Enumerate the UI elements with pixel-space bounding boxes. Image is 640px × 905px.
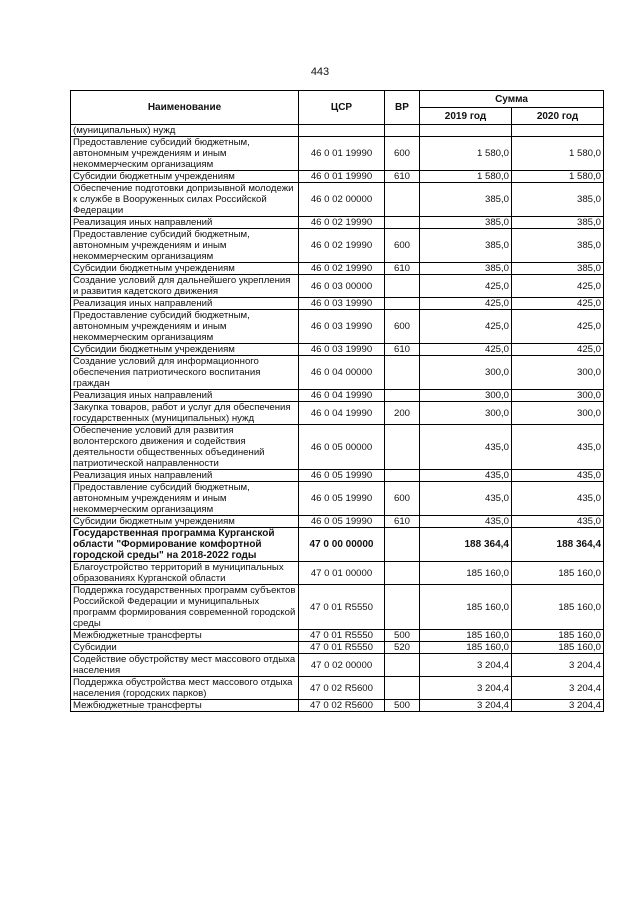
row-vr [385, 654, 420, 677]
row-csr [299, 125, 385, 137]
row-amount-2020: 435,0 [512, 482, 604, 516]
row-amount-2019: 385,0 [420, 229, 512, 263]
row-csr: 46 0 05 19990 [299, 470, 385, 482]
table-row [71, 310, 604, 344]
row-amount-2020: 385,0 [512, 217, 604, 229]
row-amount-2020: 185 160,0 [512, 642, 604, 654]
row-amount-2019: 3 204,4 [420, 677, 512, 700]
row-amount-2019 [420, 125, 512, 137]
row-amount-2020: 188 364,4 [512, 528, 604, 562]
row-vr: 600 [385, 482, 420, 516]
row-amount-2020: 425,0 [512, 275, 604, 298]
row-vr [385, 585, 420, 630]
page-number: 443 [310, 66, 330, 78]
row-csr: 46 0 05 19990 [299, 516, 385, 528]
row-vr: 610 [385, 263, 420, 275]
row-amount-2019: 188 364,4 [420, 528, 512, 562]
row-name: Создание условий для дальнейшего укрепления и развития кадетского движения [71, 275, 299, 298]
column-header-vr: ВР [385, 91, 420, 125]
row-name: Межбюджетные трансферты [71, 700, 299, 712]
row-amount-2019: 385,0 [420, 183, 512, 217]
row-amount-2020: 435,0 [512, 516, 604, 528]
row-amount-2019: 425,0 [420, 298, 512, 310]
row-amount-2019: 300,0 [420, 402, 512, 425]
row-name: Предоставление субсидий бюджетным, автономным учреждениям и иным некоммерческим организациям [71, 482, 299, 516]
row-amount-2020: 385,0 [512, 263, 604, 275]
row-amount-2020: 3 204,4 [512, 677, 604, 700]
row-amount-2020: 385,0 [512, 229, 604, 263]
row-csr: 46 0 03 19990 [299, 344, 385, 356]
row-name: Предоставление субсидий бюджетным, автономным учреждениям и иным некоммерческим организациям [71, 137, 299, 171]
row-csr: 46 0 05 00000 [299, 425, 385, 470]
table-row [71, 229, 604, 263]
row-name: Благоустройство территорий в муниципальных образованиях Курганской области [71, 562, 299, 585]
row-name: Реализация иных направлений [71, 217, 299, 229]
row-csr: 46 0 02 19990 [299, 217, 385, 229]
row-vr [385, 183, 420, 217]
row-csr: 47 0 01 R5550 [299, 630, 385, 642]
row-csr: 46 0 02 00000 [299, 183, 385, 217]
table-row [71, 171, 604, 183]
row-name: Субсидии бюджетным учреждениям [71, 263, 299, 275]
row-amount-2020: 1 580,0 [512, 137, 604, 171]
column-header-2020: 2020 год [512, 108, 604, 125]
row-amount-2019: 3 204,4 [420, 700, 512, 712]
row-csr: 47 0 01 00000 [299, 562, 385, 585]
row-amount-2020: 185 160,0 [512, 585, 604, 630]
table-row [71, 217, 604, 229]
row-csr: 47 0 01 R5550 [299, 642, 385, 654]
row-amount-2019: 425,0 [420, 344, 512, 356]
row-vr [385, 677, 420, 700]
row-amount-2019: 385,0 [420, 263, 512, 275]
row-amount-2020: 425,0 [512, 344, 604, 356]
row-vr: 600 [385, 137, 420, 171]
row-vr: 600 [385, 229, 420, 263]
row-name: Обеспечение условий для развития волонтерского движения и содействия деятельности общественных объединений патриотической направленности [71, 425, 299, 470]
table-row [71, 482, 604, 516]
row-name: Поддержка государственных программ субъектов Российской Федерации и муниципальных программ формирования современной городской среды [71, 585, 299, 630]
row-name: Реализация иных направлений [71, 470, 299, 482]
table-row [71, 425, 604, 470]
row-amount-2020: 425,0 [512, 310, 604, 344]
row-vr [385, 217, 420, 229]
table-row [71, 528, 604, 562]
row-amount-2020: 3 204,4 [512, 700, 604, 712]
row-csr: 46 0 02 19990 [299, 229, 385, 263]
row-name: Закупка товаров, работ и услуг для обеспечения государственных (муниципальных) нужд [71, 402, 299, 425]
row-csr: 47 0 01 R5550 [299, 585, 385, 630]
row-amount-2019: 185 160,0 [420, 585, 512, 630]
row-amount-2019: 425,0 [420, 275, 512, 298]
row-name: Реализация иных направлений [71, 390, 299, 402]
row-name: Предоставление субсидий бюджетным, автономным учреждениям и иным некоммерческим организациям [71, 310, 299, 344]
table-row [71, 677, 604, 700]
row-csr: 46 0 01 19990 [299, 171, 385, 183]
row-amount-2019: 185 160,0 [420, 642, 512, 654]
row-vr: 610 [385, 344, 420, 356]
row-amount-2019: 435,0 [420, 482, 512, 516]
row-name: Поддержка обустройства мест массового отдыха населения (городских парков) [71, 677, 299, 700]
row-amount-2019: 435,0 [420, 425, 512, 470]
row-amount-2020: 435,0 [512, 470, 604, 482]
row-amount-2020: 3 204,4 [512, 654, 604, 677]
row-csr: 46 0 03 00000 [299, 275, 385, 298]
row-csr: 46 0 04 19990 [299, 402, 385, 425]
table-row [71, 470, 604, 482]
column-header-csr: ЦСР [299, 91, 385, 125]
row-amount-2019: 185 160,0 [420, 630, 512, 642]
row-amount-2020: 185 160,0 [512, 562, 604, 585]
row-vr: 500 [385, 630, 420, 642]
row-name: Государственная программа Курганской области "Формирование комфортной городской среды" на 2018-2022 годы [71, 528, 299, 562]
row-csr: 46 0 04 19990 [299, 390, 385, 402]
row-name: Субсидии бюджетным учреждениям [71, 344, 299, 356]
table-row [71, 263, 604, 275]
table-row [71, 183, 604, 217]
table-row [71, 125, 604, 137]
row-name: Межбюджетные трансферты [71, 630, 299, 642]
row-amount-2019: 1 580,0 [420, 137, 512, 171]
column-header-2019: 2019 год [420, 108, 512, 125]
row-name: Содействие обустройству мест массового отдыха населения [71, 654, 299, 677]
row-amount-2019: 435,0 [420, 470, 512, 482]
row-amount-2019: 300,0 [420, 390, 512, 402]
row-csr: 47 0 02 00000 [299, 654, 385, 677]
row-name: (муниципальных) нужд [71, 125, 299, 137]
row-amount-2020 [512, 125, 604, 137]
row-name: Создание условий для информационного обеспечения патриотического воспитания граждан [71, 356, 299, 390]
row-amount-2019: 3 204,4 [420, 654, 512, 677]
row-amount-2020: 300,0 [512, 356, 604, 390]
row-vr [385, 356, 420, 390]
row-vr [385, 470, 420, 482]
row-amount-2019: 300,0 [420, 356, 512, 390]
row-amount-2019: 1 580,0 [420, 171, 512, 183]
row-csr: 46 0 03 19990 [299, 298, 385, 310]
table-row [71, 137, 604, 171]
table-row [71, 344, 604, 356]
row-name: Реализация иных направлений [71, 298, 299, 310]
row-name: Обеспечение подготовки допризывной молодежи к службе в Вооруженных силах Российской Федерации [71, 183, 299, 217]
row-csr: 46 0 01 19990 [299, 137, 385, 171]
row-vr: 520 [385, 642, 420, 654]
row-amount-2020: 185 160,0 [512, 630, 604, 642]
row-amount-2020: 425,0 [512, 298, 604, 310]
table-row [71, 402, 604, 425]
row-csr: 46 0 04 00000 [299, 356, 385, 390]
budget-table [70, 90, 604, 712]
table-row [71, 562, 604, 585]
row-vr: 600 [385, 310, 420, 344]
table-row [71, 630, 604, 642]
row-vr [385, 425, 420, 470]
row-amount-2019: 435,0 [420, 516, 512, 528]
row-csr: 46 0 03 19990 [299, 310, 385, 344]
row-name: Субсидии [71, 642, 299, 654]
table-row [71, 642, 604, 654]
row-vr: 200 [385, 402, 420, 425]
table-row [71, 356, 604, 390]
row-csr: 46 0 02 19990 [299, 263, 385, 275]
column-header-name: Наименование [71, 91, 299, 125]
row-vr: 610 [385, 516, 420, 528]
table-row [71, 700, 604, 712]
row-vr [385, 125, 420, 137]
row-csr: 46 0 05 19990 [299, 482, 385, 516]
row-amount-2019: 425,0 [420, 310, 512, 344]
row-vr [385, 562, 420, 585]
row-amount-2020: 300,0 [512, 402, 604, 425]
table-row [71, 298, 604, 310]
row-csr: 47 0 02 R5600 [299, 700, 385, 712]
row-csr: 47 0 00 00000 [299, 528, 385, 562]
row-name: Субсидии бюджетным учреждениям [71, 516, 299, 528]
row-name: Субсидии бюджетным учреждениям [71, 171, 299, 183]
row-vr: 610 [385, 171, 420, 183]
table-row [71, 516, 604, 528]
row-vr [385, 528, 420, 562]
row-amount-2020: 435,0 [512, 425, 604, 470]
row-name: Предоставление субсидий бюджетным, автономным учреждениям и иным некоммерческим организациям [71, 229, 299, 263]
row-vr [385, 275, 420, 298]
row-amount-2019: 385,0 [420, 217, 512, 229]
row-vr: 500 [385, 700, 420, 712]
row-amount-2020: 300,0 [512, 390, 604, 402]
table-row [71, 585, 604, 630]
table-row [71, 654, 604, 677]
table-row [71, 275, 604, 298]
table-row [71, 390, 604, 402]
row-amount-2019: 185 160,0 [420, 562, 512, 585]
row-vr [385, 390, 420, 402]
row-csr: 47 0 02 R5600 [299, 677, 385, 700]
row-amount-2020: 385,0 [512, 183, 604, 217]
column-header-sum: Сумма [420, 91, 604, 108]
row-amount-2020: 1 580,0 [512, 171, 604, 183]
row-vr [385, 298, 420, 310]
